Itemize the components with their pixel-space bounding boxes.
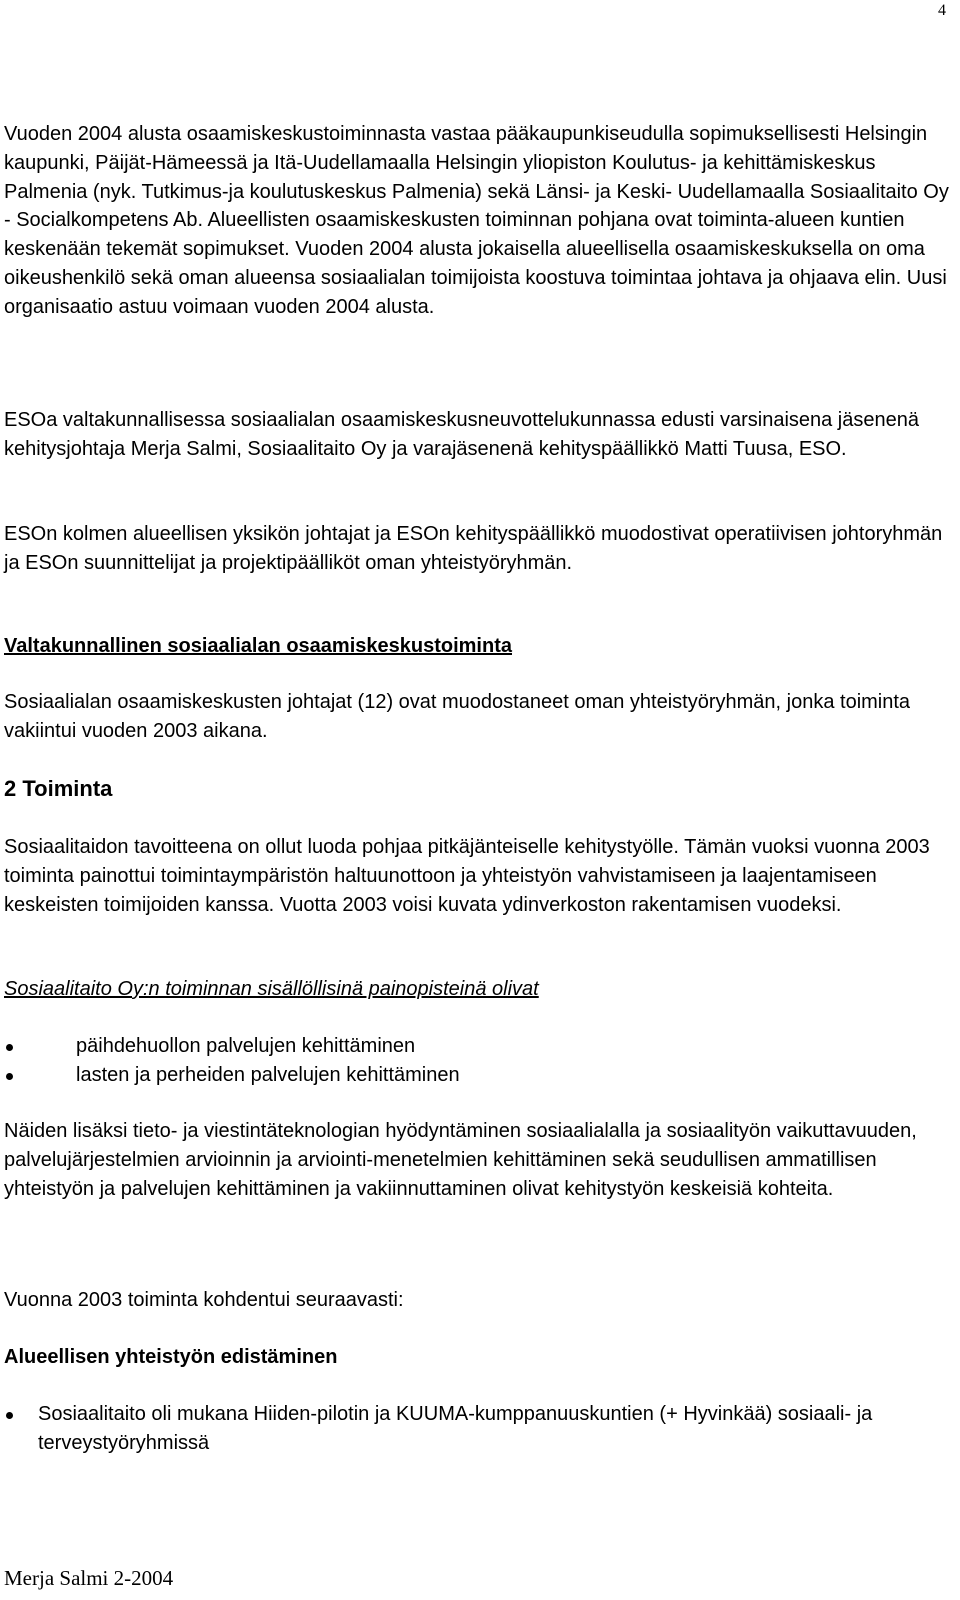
bullet-icon: [6, 1044, 13, 1051]
bullet-icon: [6, 1412, 13, 1419]
heading-alueellinen-yhteistyo: Alueellisen yhteistyön edistäminen: [4, 1346, 338, 1368]
list-item: päihdehuollon palvelujen kehittäminen: [4, 1032, 460, 1061]
paragraph-johtajat: Sosiaalialan osaamiskeskusten johtajat (12) ovat muodostaneet oman yhteistyöryhmän, jonka toiminta vakiintui vuoden 2003 aikana.: [4, 691, 911, 742]
alueellinen-list: [4, 1400, 954, 1458]
paragraph-lisaksi: Näiden lisäksi tieto- ja viestintäteknologian hyödyntäminen sosiaalialalla ja sosiaalityön vaikuttavuuden, palvelujärjestelmien arvioinnin ja arviointi-menetelmien kehittäminen sekä seudullisen ammatillisen yhteistyön ja palvelujen kehittäminen ja vakiinnuttaminen olivat kehitystyön keskeisiä kohteita.: [4, 1120, 917, 1200]
bullet-icon: [6, 1073, 13, 1080]
paragraph-osaamiskeskustoiminta: Vuoden 2004 alusta osaamiskeskustoiminnasta vastaa pääkaupunkiseudulla sopimuksellisesti Helsingin kaupunki, Päijät-Hämeessä ja Itä-Uudellamaalla Helsingin yliopiston Koulutus- ja kehittämiskeskus Palmenia (nyk. Tutkimus-ja koulutuskeskus Palmenia) sekä Länsi- ja Keski- Uudellamaalla Sosiaalitaito Oy - Socialkompetens Ab. Alueellisten osaamiskeskusten toiminnan pohjana ovat toiminta-alueen kuntien keskenään tekemät sopimukset. Vuoden 2004 alusta jokaisella alueellisella osaamiskeskuksella on oma oikeushenkilö sekä oman alueensa sosiaalialan toimijoista koostuva toimintaa johtava ja ohjaava elin. Uusi organisaatio astuu voimaan vuoden 2004 alusta.: [4, 123, 949, 318]
heading-painopisteet: Sosiaalitaito Oy:n toiminnan sisällöllisinä painopisteinä olivat: [4, 978, 539, 1000]
paragraph-kohdentui: Vuonna 2003 toiminta kohdentui seuraavasti:: [4, 1289, 404, 1311]
list-item: lasten ja perheiden palvelujen kehittäminen: [4, 1061, 460, 1090]
painopiste-list: [4, 1032, 460, 1090]
heading-toiminta: 2 Toiminta: [4, 776, 113, 801]
paragraph-tavoite: Sosiaalitaidon tavoitteena on ollut luoda pohjaa pitkäjänteiselle kehitystyölle. Tämän vuoksi vuonna 2003 toiminta painottui toimintaympäristön haltuunottoon ja yhteistyön vahvistamiseen ja laajentamiseen keskeisten toimijoiden kanssa. Vuotta 2003 voisi kuvata ydinverkoston rakentamisen vuodeksi.: [4, 836, 930, 916]
page-footer: Merja Salmi 2-2004: [4, 1566, 174, 1590]
list-item: Sosiaalitaito oli mukana Hiiden-pilotin ja KUUMA-kumppanuuskuntien (+ Hyvinkää) sosiaali- ja terveystyöryhmissä: [4, 1400, 954, 1458]
heading-valtakunnallinen: Valtakunnallinen sosiaalialan osaamiskeskustoiminta: [4, 635, 512, 657]
page-number: 4: [938, 2, 946, 19]
paragraph-johtoryhma: ESOn kolmen alueellisen yksikön johtajat ja ESOn kehityspäällikkö muodostivat operatiivisen johtoryhmän ja ESOn suunnittelijat ja projektipäälliköt oman yhteistyöryhmän.: [4, 523, 943, 574]
paragraph-neuvottelukunta: ESOa valtakunnallisessa sosiaalialan osaamiskeskusneuvottelukunnassa edusti varsinaisena jäsenenä kehitysjohtaja Merja Salmi, Sosiaalitaito Oy ja varajäsenenä kehityspäällikkö Matti Tuusa, ESO.: [4, 409, 919, 460]
